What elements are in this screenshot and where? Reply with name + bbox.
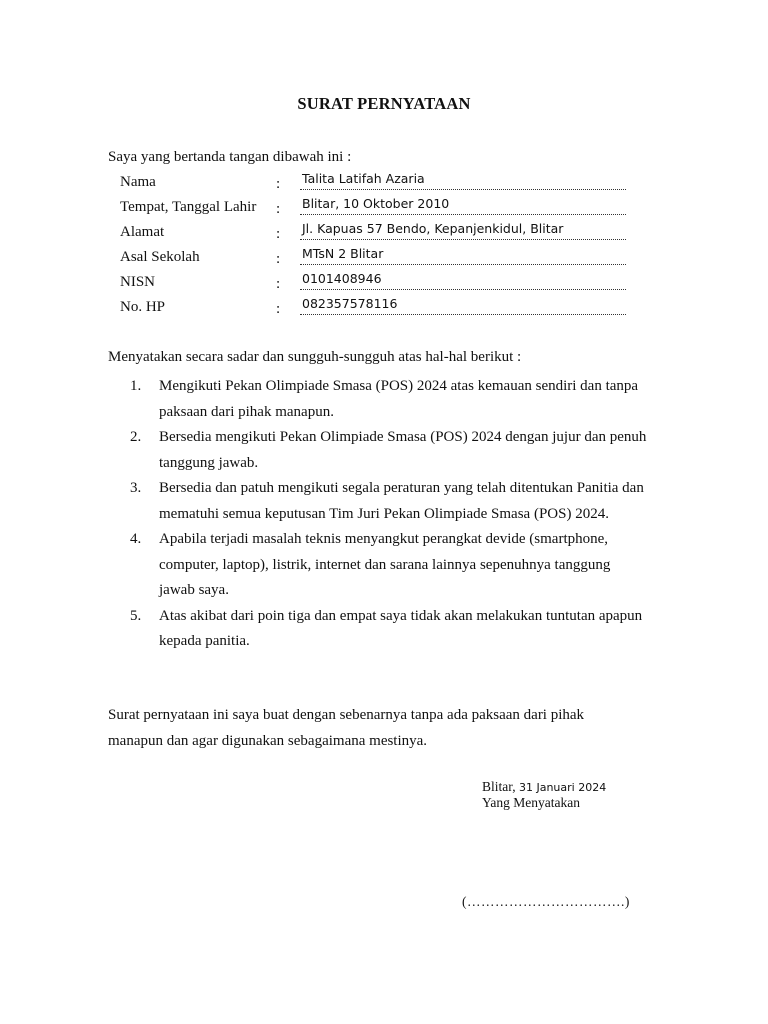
list-item (108, 374, 648, 425)
list-item (108, 604, 648, 655)
signer-label: Yang Menyatakan (482, 795, 580, 810)
field-value: Jl. Kapuas 57 Bendo, Kepanjenkidul, Blitar (300, 221, 626, 240)
list-item (108, 425, 648, 476)
field-nisn (120, 271, 624, 293)
field-label: NISN (120, 274, 156, 290)
declaration-list (108, 374, 648, 655)
field-label: Nama (120, 174, 156, 190)
field-value: Talita Latifah Azaria (300, 171, 626, 190)
field-value: MTsN 2 Blitar (300, 246, 626, 265)
field-alamat (120, 221, 624, 243)
place: Blitar, (482, 779, 516, 794)
field-colon: : (276, 276, 281, 292)
field-value: Blitar, 10 Oktober 2010 (300, 196, 626, 215)
field-label: Alamat (120, 224, 165, 240)
closing-paragraph: Surat pernyataan ini saya buat dengan sebenarnya tanpa ada paksaan dari pihak manapun dan agar digunakan sebagaimana mestinya. (108, 707, 585, 749)
field-colon: : (276, 301, 281, 317)
field-label: Tempat, Tanggal Lahir (120, 199, 257, 215)
list-number: 3. (130, 480, 142, 496)
field-value: 0101408946 (300, 271, 626, 290)
list-text: Bersedia mengikuti Pekan Olimpiade Smasa (POS) 2024 dengan jujur dan penuh tanggung jawab. (159, 429, 647, 471)
list-text: Mengikuti Pekan Olimpiade Smasa (POS) 2024 atas kemauan sendiri dan tanpa paksaan dari pihak manapun. (159, 378, 639, 420)
declaration-intro: Menyatakan secara sadar dan sungguh-sungguh atas hal-hal berikut : (108, 349, 522, 365)
field-label: Asal Sekolah (120, 249, 200, 265)
field-colon: : (276, 251, 281, 267)
list-item (108, 476, 648, 527)
field-no-hp (120, 296, 624, 318)
list-number: 5. (130, 607, 142, 624)
list-item (108, 527, 648, 604)
list-text: Atas akibat dari poin tiga dan empat saya tidak akan melakukan tuntutan apapun kepada panitia. (159, 607, 643, 649)
list-number: 1. (130, 378, 142, 394)
intro-text: Saya yang bertanda tangan dibawah ini : (108, 149, 352, 165)
document-title: SURAT PERNYATAAN (297, 94, 471, 113)
place-date (482, 779, 606, 795)
field-value: 082357578116 (300, 296, 626, 315)
field-colon: : (276, 201, 281, 217)
list-text: Bersedia dan patuh mengikuti segala peraturan yang telah ditentukan Panitia dan mematuhi semua keputusan Tim Juri Pekan Olimpiade Smasa (POS) 2024. (159, 480, 644, 522)
field-tempat-tanggal-lahir (120, 196, 624, 218)
field-colon: : (276, 226, 281, 242)
field-asal-sekolah (120, 246, 624, 268)
field-colon: : (276, 176, 281, 192)
date: 31 Januari 2024 (518, 781, 607, 794)
field-label: No. HP (120, 299, 166, 315)
signature-line: (…………………………….) (462, 894, 630, 909)
list-number: 4. (130, 531, 142, 547)
list-text: Apabila terjadi masalah teknis menyangkut perangkat devide (smartphone, computer, laptop), listrik, internet dan sarana lainnya sepenuhnya tanggung jawab saya. (159, 531, 611, 598)
field-nama (120, 171, 624, 193)
list-number: 2. (130, 429, 142, 445)
